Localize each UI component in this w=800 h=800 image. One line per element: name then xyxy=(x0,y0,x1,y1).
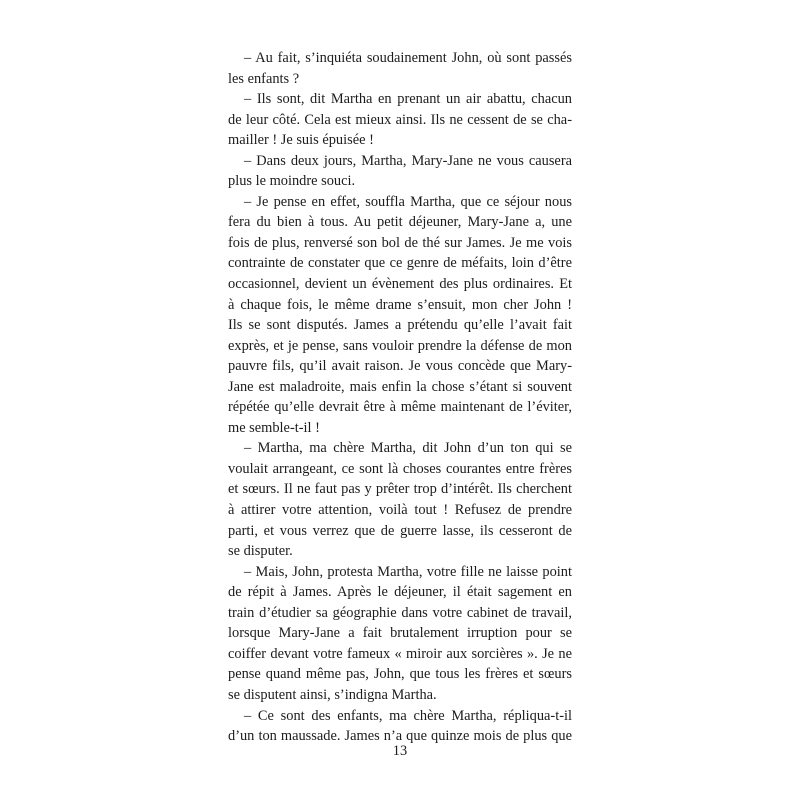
text-line: – Martha, ma chère Martha, dit John d’un ton qui se xyxy=(244,440,572,457)
text-line: répétée qu’elle devrait être à même maintenant de l’éviter, xyxy=(228,399,572,416)
text-line: à chaque fois, le même drame s’ensuit, mon cher John ! xyxy=(228,296,572,313)
text-line: à attirer votre attention, voilà tout ! Refusez de prendre xyxy=(228,502,572,519)
text-line: pauvre fils, qu’il avait raison. Je vous concède que Mary- xyxy=(228,358,572,375)
text-line: coiffer devant votre fameux « miroir aux sorcières ». Je ne xyxy=(228,645,572,662)
text-line: me semble-t-il ! xyxy=(228,419,320,436)
text-line: plus le moindre souci. xyxy=(228,173,356,190)
page-number: 13 xyxy=(392,743,408,759)
text-line: parti, et vous verrez que de guerre lasse, ils cesseront de xyxy=(228,522,572,539)
text-line: et sœurs. Il ne faut pas y prêter trop d’intérêt. Ils cherchent xyxy=(228,481,572,498)
text-line: train d’étudier sa géographie dans votre cabinet de travail, xyxy=(228,604,572,621)
text-line: se disputer. xyxy=(228,543,293,560)
text-line: – Au fait, s’inquiéta soudainement John, où sont passés xyxy=(244,50,572,66)
text-line: – Je pense en effet, souffla Martha, que ce séjour nous xyxy=(244,193,572,210)
text-line: – Dans deux jours, Martha, Mary-Jane ne vous causera xyxy=(244,152,572,169)
text-line: voulait arrangeant, ce sont là choses courantes entre frères xyxy=(228,460,572,477)
text-line: – Ils sont, dit Martha en prenant un air abattu, chacun xyxy=(244,91,572,108)
text-line: fera du bien à tous. Au petit déjeuner, Mary-Jane a, une xyxy=(228,214,572,231)
text-line: mailler ! Je suis épuisée ! xyxy=(228,132,374,149)
text-line: Jane est maladroite, mais enfin la chose s’étant si souvent xyxy=(228,378,572,395)
text-line: Ils se sont disputés. James a prétendu qu’elle l’avait fait xyxy=(228,317,572,334)
text-line: – Mais, John, protesta Martha, votre fille ne laisse point xyxy=(244,563,572,580)
text-line: se disputent ainsi, s’indigna Martha. xyxy=(228,686,437,703)
text-line: d’un ton maussade. James n’a que quinze mois de plus que xyxy=(228,728,572,745)
text-line: – Ce sont des enfants, ma chère Martha, répliqua-t-il xyxy=(244,707,572,724)
text-line: exprès, et je pense, sans vouloir prendre la défense de mon xyxy=(228,337,572,354)
text-line: contrainte de constater que ce genre de méfaits, loin d’être xyxy=(228,255,572,272)
body-text xyxy=(228,48,572,747)
text-line: fois de plus, renversé son bol de thé sur James. Je me vois xyxy=(228,234,572,251)
text-line: pense quand même pas, John, que tous les frères et sœurs xyxy=(228,666,572,683)
text-line: les enfants ? xyxy=(228,70,300,87)
text-line: de répit à James. Après le déjeuner, il était sagement en xyxy=(228,584,572,601)
text-line: de leur côté. Cela est mieux ainsi. Ils ne cessent de se cha- xyxy=(228,111,572,128)
text-line: occasionnel, devient un évènement des plus ordinaires. Et xyxy=(228,276,572,293)
text-line: lorsque Mary-Jane a fait brutalement irruption pour se xyxy=(228,625,572,642)
